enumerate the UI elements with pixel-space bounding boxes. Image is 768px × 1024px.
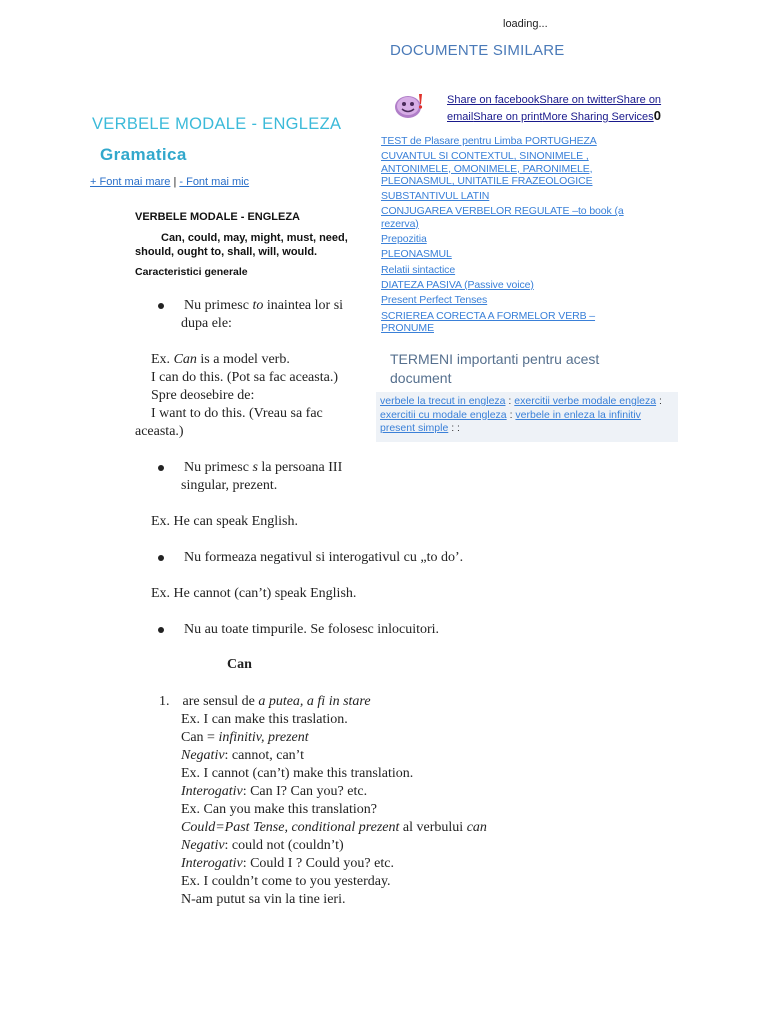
rule-text: Nu au toate timpurile. Se folosesc inlocuitori. [184, 622, 440, 637]
can-explanation [181, 711, 487, 909]
example-text: I can do this. (Pot sa fac aceasta.) [151, 370, 338, 385]
similar-document-link[interactable]: CUVANTUL SI CONTEXTUL, SINONIMELE , ANTONIMELE, OMONIMELE, PARONIMELE, PLEONASMUL, UNITATILE FRAZEOLOGICE [381, 150, 593, 187]
similar-document-link[interactable]: SUBSTANTIVUL LATIN [381, 190, 490, 203]
share-count: 0 [653, 108, 661, 123]
share-print-link[interactable]: Share on print [473, 111, 543, 123]
rule-text: dupa ele: [181, 316, 232, 331]
document-heading: VERBELE MODALE - ENGLEZA [135, 211, 301, 223]
example-text: aceasta.) [135, 424, 184, 439]
font-separator: | [170, 176, 180, 188]
explanation-line: Can = infinitiv, prezent [181, 730, 309, 745]
explanation-line: Ex. I can make this traslation. [181, 712, 348, 727]
more-sharing-link[interactable]: More Sharing Services [542, 111, 654, 123]
similar-documents-list [381, 135, 643, 337]
font-size-controls [90, 176, 249, 188]
explanation-line: Interogativ: Could I ? Could you? etc. [181, 856, 394, 871]
example-text: Ex. He cannot (can’t) speak English. [151, 586, 357, 601]
explanation-line: Negativ: cannot, can’t [181, 748, 304, 763]
explanation-line: Ex. Can you make this translation? [181, 802, 377, 817]
font-bigger-link[interactable]: + Font mai mare [90, 176, 171, 188]
key-term-separator: : [656, 395, 662, 407]
key-term-link[interactable]: verbele la trecut in engleza [380, 395, 506, 407]
similar-document-link[interactable]: PLEONASMUL [381, 248, 452, 261]
similar-document-link[interactable]: TEST de Plasare pentru Limba PORTUGHEZA [381, 135, 597, 147]
key-term-link[interactable]: exercitii cu modale engleza [380, 408, 507, 421]
explanation-line: Ex. I cannot (can’t) make this translation. [181, 766, 414, 781]
category-title: Gramatica [100, 145, 187, 164]
numbered-item: 1. are sensul de a putea, a fi in stare [159, 694, 371, 709]
explanation-line: Ex. I couldn’t come to you yesterday. [181, 874, 391, 889]
key-term-separator: : [506, 408, 516, 421]
key-term-separator: : [505, 395, 515, 407]
example-text: Ex. He can speak English. [151, 514, 298, 529]
explanation-line: Negativ: could not (couldn’t) [181, 838, 344, 853]
bullet [158, 555, 164, 561]
rule-text: Nu primesc s la persoana III [184, 460, 343, 475]
key-term-separator: : : [448, 422, 460, 434]
font-smaller-link[interactable]: - Font mai mic [179, 176, 250, 188]
key-term-link[interactable]: verbele in enleza la infinitiv present simple [380, 408, 641, 434]
share-bar [447, 92, 687, 125]
example-text: Spre deosebire de: [151, 388, 255, 403]
explanation-line: Interogativ: Can I? Can you? etc. [181, 784, 368, 799]
explanation-line: Could=Past Tense, conditional prezent al verbului can [181, 820, 487, 835]
similar-document-link[interactable]: Present Perfect Tenses [381, 294, 488, 307]
bullet [158, 465, 164, 471]
share-twitter-link[interactable]: Share on twitter [539, 94, 617, 106]
similar-document-link[interactable]: CONJUGAREA VERBELOR REGULATE –to book (a rezerva) [381, 205, 624, 230]
can-heading: Can [227, 657, 252, 672]
rule-text: Nu formeaza negativul si interogativul cu „to do’. [184, 550, 464, 565]
explanation-line: N-am putut sa vin la tine ieri. [181, 892, 346, 907]
bullet [158, 627, 164, 633]
example-text: I want to do this. (Vreau sa fac [151, 406, 323, 421]
page-title: VERBELE MODALE - ENGLEZA [92, 115, 342, 133]
similar-document-link[interactable]: DIATEZA PASIVA (Passive voice) [381, 278, 534, 291]
rule-text: Nu primesc to inaintea lor si [184, 298, 344, 313]
loading-indicator: loading... [503, 18, 548, 30]
share-email-link[interactable]: Share on email [447, 94, 662, 123]
example-text: Ex. Can is a model verb. [151, 352, 290, 367]
similar-document-link[interactable]: SCRIEREA CORECTA A FORMELOR VERB – PRONUME [381, 309, 596, 334]
section-heading: Caracteristici generale [135, 266, 248, 278]
key-term-link[interactable]: exercitii verbe modale engleza [514, 395, 657, 407]
rule-text: singular, prezent. [181, 478, 278, 493]
share-facebook-link[interactable]: Share on facebook [447, 94, 540, 106]
messenger-icon [393, 92, 427, 120]
similar-documents-heading: DOCUMENTE SIMILARE [390, 42, 565, 59]
similar-document-link[interactable]: Prepozitia [381, 233, 427, 246]
key-terms-heading: TERMENI importanti pentru acest document [390, 351, 600, 386]
key-terms-box [376, 392, 678, 442]
item-number: 1. [159, 694, 170, 709]
similar-document-link[interactable]: Relatii sintactice [381, 263, 456, 276]
bullet [158, 303, 164, 309]
modal-verbs-list: Can, could, may, might, must, need, should, ought to, shall, will, would. [135, 232, 348, 258]
